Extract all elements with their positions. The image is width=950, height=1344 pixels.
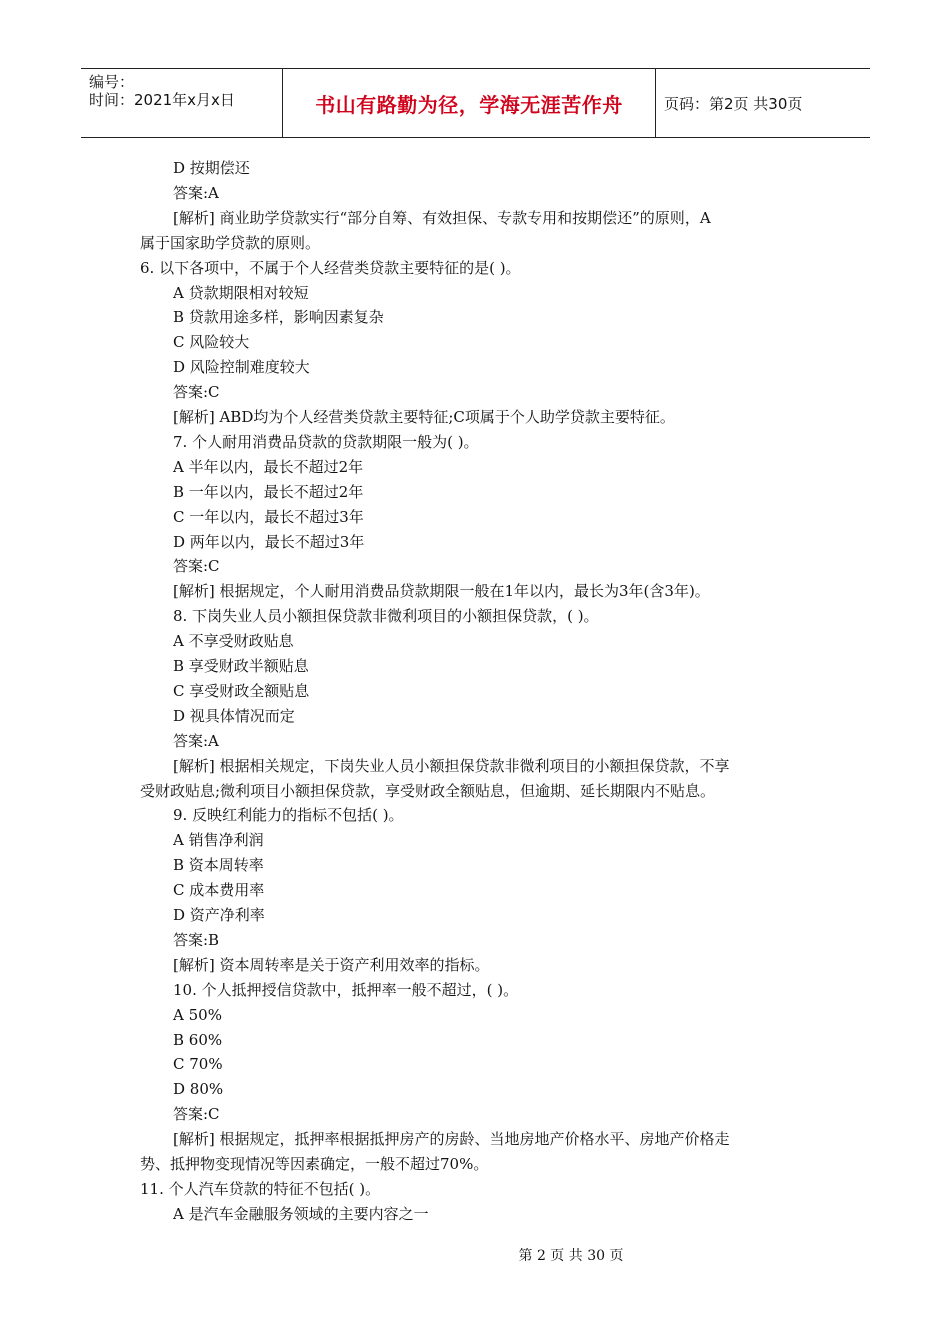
text-line: 答案:A [173, 183, 219, 202]
text-line: 9. 反映红利能力的指标不包括( )。 [173, 806, 404, 825]
text-line: B 享受财政半额贴息 [173, 657, 309, 675]
text-line: B 资本周转率 [173, 856, 264, 875]
text-line: 11. 个人汽车贷款的特征不包括( )。 [140, 1179, 381, 1198]
text-line: 7. 个人耐用消费品贷款的贷款期限一般为( )。 [173, 432, 479, 451]
document-header [81, 68, 870, 138]
text-line: D 两年以内，最长不超过3年 [173, 532, 365, 551]
text-line: [解析] 资本周转率是关于资产利用效率的指标。 [173, 955, 490, 974]
text-line: 8. 下岗失业人员小额担保贷款非微利项目的小额担保贷款，( )。 [173, 607, 599, 626]
text-line: [解析] 根据相关规定，下岗失业人员小额担保贷款非微利项目的小额担保贷款，不享 [173, 756, 730, 775]
header-page-info: 页码：第2页 共30页 [664, 95, 803, 113]
text-line: 答案:A [173, 731, 219, 750]
text-line: 10. 个人抵押授信贷款中，抵押率一般不超过，( )。 [173, 980, 519, 999]
text-line: D 视具体情况而定 [173, 706, 295, 725]
text-line: A 贷款期限相对较短 [173, 283, 309, 302]
text-line: [解析] 根据规定，抵押率根据抵押房产的房龄、当地房地产价格水平、房地产价格走 [173, 1130, 730, 1149]
text-line: 答案:C [173, 1105, 220, 1124]
text-line: C 70% [173, 1055, 223, 1074]
text-line: [解析] ABD均为个人经营类贷款主要特征;C项属于个人助学贷款主要特征。 [173, 408, 675, 426]
text-line: D 风险控制难度较大 [173, 358, 310, 377]
text-line: 势、抵押物变现情况等因素确定，一般不超过70%。 [140, 1155, 489, 1173]
text-line: A 半年以内，最长不超过2年 [173, 457, 364, 476]
text-line: C 享受财政全额贴息 [173, 681, 310, 700]
text-line: C 一年以内，最长不超过3年 [173, 507, 364, 526]
text-line: 6. 以下各项中，不属于个人经营类贷款主要特征的是( )。 [140, 258, 521, 277]
header-motto: 书山有路勤为径，学海无涯苦作舟 [315, 92, 623, 117]
text-line: 受财政贴息;微利项目小额担保贷款，享受财政全额贴息，但逾期、延长期限内不贴息。 [140, 781, 716, 800]
footer-page-number: 第 2 页 共 30 页 [518, 1248, 624, 1264]
date-line: 时间：2021年x月x日 [89, 91, 235, 109]
header-divider [655, 69, 656, 137]
text-line: A 是汽车金融服务领域的主要内容之一 [173, 1204, 429, 1223]
text-line: 属于国家助学贷款的原则。 [140, 233, 321, 252]
text-line: 答案:B [173, 930, 220, 949]
text-line: 答案:C [173, 557, 220, 576]
text-line: B 60% [173, 1030, 223, 1049]
number-label: 编号： [89, 73, 135, 91]
text-line: A 50% [173, 1005, 222, 1024]
text-line: A 销售净利润 [173, 831, 264, 850]
text-line: D 80% [173, 1080, 224, 1099]
text-line: D 资产净利率 [173, 906, 265, 924]
text-line: B 贷款用途多样，影响因素复杂 [173, 308, 384, 327]
page-footer [0, 1245, 950, 1265]
text-line: A 不享受财政贴息 [173, 632, 294, 651]
text-line: C 成本费用率 [173, 881, 265, 900]
text-line: [解析] 商业助学贷款实行“部分自筹、有效担保、专款专用和按期偿还”的原则，A [173, 208, 711, 227]
text-line: B 一年以内，最长不超过2年 [173, 482, 364, 501]
text-line: C 风险较大 [173, 333, 250, 352]
text-line: D 按期偿还 [173, 159, 250, 177]
text-line: 答案:C [173, 383, 220, 402]
header-meta [81, 69, 281, 137]
text-line: [解析] 根据规定，个人耐用消费品贷款期限一般在1年以内，最长为3年(含3年)。 [173, 582, 710, 601]
